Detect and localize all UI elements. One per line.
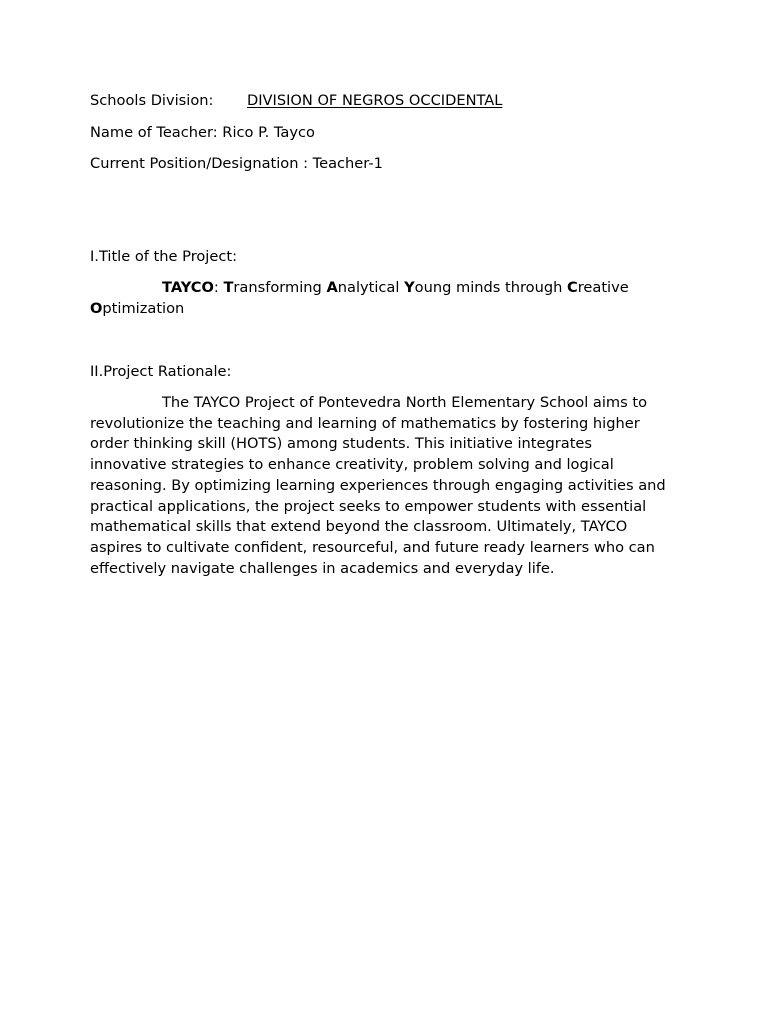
project-title-heading: I.Title of the Project: [90, 248, 237, 265]
acronym-word-creative: reative [577, 279, 629, 296]
schools-division-label: Schools Division: [90, 92, 214, 109]
rationale-paragraph: The TAYCO Project of Pontevedra North Elementary School aims to revolutionize the teaching and learning of mathematics by fostering higher order thinking skill (HOTS) among students. This initiative integrates innovative strategies to enhance creativity, problem solving and logical reasoning. By optimizing learning experiences through engaging activities and practical applications, the project seeks to empower students with essential mathematical skills that extend beyond the classroom. Ultimately, TAYCO aspires to cultivate confident, resourceful, and future ready learners who can effectively navigate challenges in academics and everyday life. [90, 394, 666, 577]
acronym-letter-a: A [326, 279, 338, 296]
acronym-letter-t: T [223, 279, 234, 296]
position-line: Current Position/Designation : Teacher-1 [90, 155, 383, 172]
teacher-name-line: Name of Teacher: Rico P. Tayco [90, 124, 315, 141]
schools-division-value: DIVISION OF NEGROS OCCIDENTAL [247, 92, 503, 109]
acronym-word-young: oung minds through [414, 279, 567, 296]
acronym-word-optimization: ptimization [102, 299, 185, 317]
acronym-letter-o: O [90, 299, 103, 317]
project-title [90, 278, 670, 319]
acronym-letter-c: C [567, 279, 578, 296]
acronym-word-transforming: ransforming [233, 279, 327, 296]
acronym-word-analytical: nalytical [337, 279, 405, 296]
schools-division-row [90, 91, 213, 112]
rationale-heading: II.Project Rationale: [90, 363, 232, 380]
acronym-colon: : [213, 279, 224, 296]
project-acronym: TAYCO [162, 279, 214, 296]
acronym-letter-y: Y [404, 279, 415, 296]
